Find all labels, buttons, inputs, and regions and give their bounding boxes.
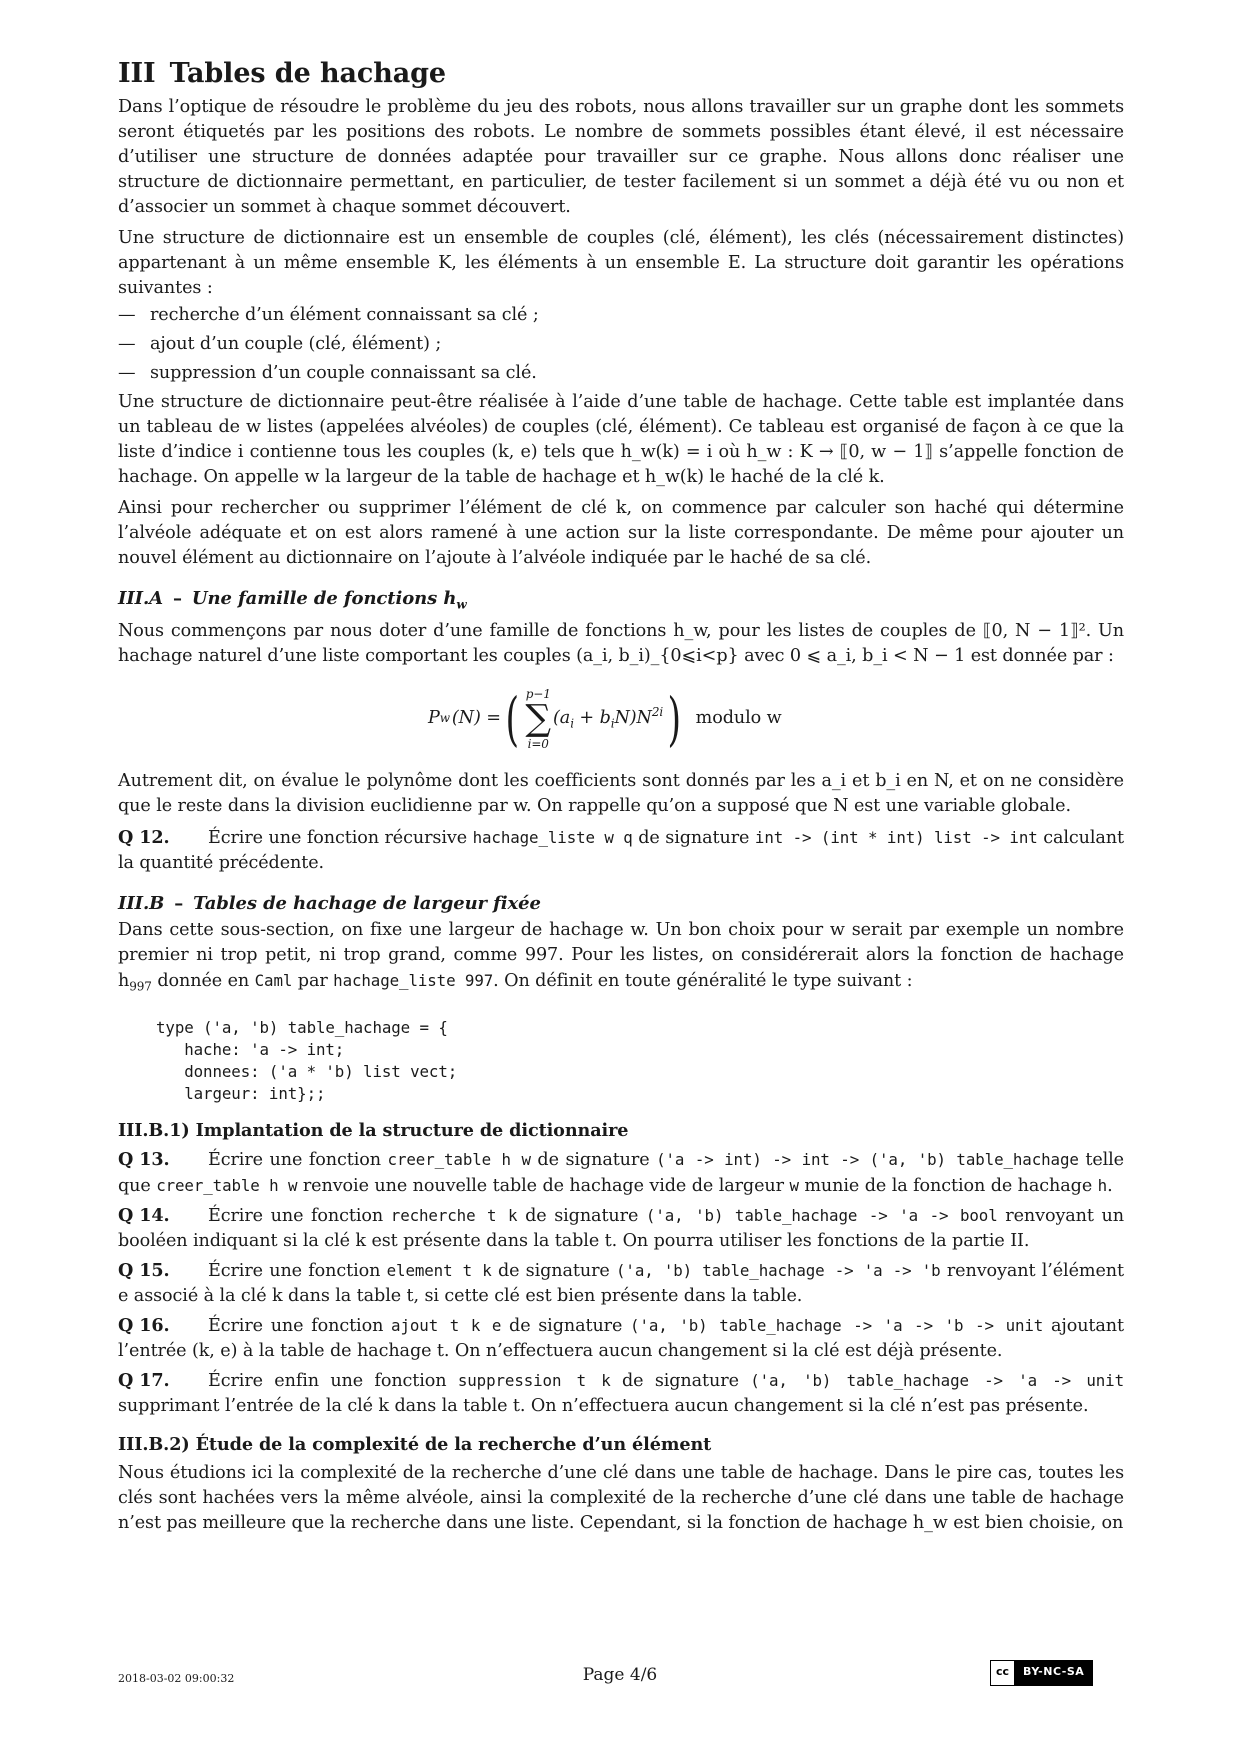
intro-paragraph-3: Une structure de dictionnaire peut-être réalisée à l’aide d’une table de hachage. Cette table est implantée dans un tableau de w listes (appelées alvéoles) de couples (clé, élément). Ce tableau est organisé de façon à ce que la liste d’indice i contienne tous les couples (k, e) tels que h_w(k) = i où h_w : K → ⟦0, w − 1⟧ s’appelle fonction de hachage. On appelle w la largeur de la table de hachage et h_w(k) le haché de la clé k. xyxy=(118,392,1124,487)
page-content xyxy=(118,58,1124,1542)
subsection-a-title: III.A – Une famille de fonctions $h_w$ xyxy=(118,588,467,612)
right-paren: ) xyxy=(667,684,682,753)
section-title-text: Tables de hachage xyxy=(169,58,447,89)
intro-paragraph-4: Ainsi pour rechercher ou supprimer l’élément de clé k, on commence par calculer son haché qui détermine l’alvéole adéquate et on est alors ramené à une action sur la liste correspondante. De même pour ajouter un nouvel élément au dictionnaire on l’ajoute à l’alvéole indiquée par le haché de sa clé. xyxy=(118,498,1124,568)
section-number: III xyxy=(118,58,156,89)
intro-paragraph-1: Dans l’optique de résoudre le problème du jeu des robots, nous allons travailler sur un graphe dont les sommets seront étiquetés par les positions des robots. Le nombre de sommets possibles étant élevé, il est nécessaire d’utiliser une structure de données adaptée pour travailler sur ce graphe. Nous allons donc réaliser une structure de dictionnaire permettant, en particulier, de tester facilement si un sommet a déjà été vu ou non et d’associer un sommet à chaque sommet découvert. xyxy=(118,97,1124,217)
sum-body: $(a_i + b_iN)N^{2i}$ xyxy=(553,705,664,731)
hash-formula: P w (N) = ( p−1 ∑ i=0 $(a_i + b_iN)N^{2i}$ ) modulo w xyxy=(118,675,1124,763)
left-paren: ( xyxy=(505,684,519,753)
operations-list xyxy=(118,303,1124,386)
subsection-b-title: III.B – Tables de hachage de largeur fixée xyxy=(118,892,541,914)
subsection-a-paragraph-2: Autrement dit, on évalue le polynôme dont les coefficients sont donnés par les a_i et b_i en N, et on ne considère que le reste dans la division euclidienne par w. On rappelle qu’on a supposé que N est une variable globale. xyxy=(118,770,1124,816)
footer-date: 2018-03-02 09:00:32 xyxy=(118,1672,235,1685)
intro-paragraph-2: Une structure de dictionnaire est un ensemble de couples (clé, élément), les clés (nécessairement distinctes) appartenant à un même ensemble K, les éléments à un ensemble E. La structure doit garantir les opérations suivantes : xyxy=(118,228,1124,298)
section-title xyxy=(118,58,1124,90)
question-15: Q 15. Écrire une fonction element t k de signature ('a, 'b) table_hachage -> 'a -> 'b renvoyant l’élément e associé à la clé k dans la table t, si cette clé est bien présente dans la table. xyxy=(118,1260,1124,1307)
question-13: Q 13. Écrire une fonction creer_table h w de signature ('a -> int) -> int -> ('a, 'b) table_hachage telle que creer_table h w renvoie une nouvelle table de hachage vide de largeur w munie de la fonction de hachage h. xyxy=(118,1149,1124,1197)
license-label: BY-NC-SA xyxy=(1023,1665,1085,1678)
license-badge xyxy=(990,1660,1093,1686)
subsection-b-paragraph: Dans cette sous-section, on fixe une largeur de hachage w. Un bon choix pour w serait par exemple un nombre premier ni trop petit, ni trop grand, comme 997. Pour les listes, on considérerait alors la fonction de hachage $h_{997}$ donnée en Caml par hachage_liste 997. On définit en toute généralité le type suivant : xyxy=(118,919,1124,994)
subsection-b2-title: III.B.2) Étude de la complexité de la recherche d’un élément xyxy=(118,1434,712,1456)
page-number: Page 4/6 xyxy=(582,1665,658,1685)
list-item: — recherche d’un élément connaissant sa clé ; xyxy=(118,305,539,325)
question-16: Q 16. Écrire une fonction ajout t k e de signature ('a, 'b) table_hachage -> 'a -> 'b -> unit ajoutant l’entrée (k, e) à la table de hachage t. On n’effectuera aucun changement si la clé est déjà présente. xyxy=(118,1315,1124,1362)
list-item: — suppression d’un couple connaissant sa clé. xyxy=(118,363,537,383)
sum-symbol: p−1 ∑ i=0 xyxy=(525,686,552,751)
question-17: Q 17. Écrire enfin une fonction suppression t k de signature ('a, 'b) table_hachage -> 'a -> unit supprimant l’entrée de la clé k dans la table t. On n’effectuera aucun changement si la clé n’est pas présente. xyxy=(118,1370,1124,1417)
question-12: Q 12. Écrire une fonction récursive hachage_liste w q de signature int -> (int * int) list -> int calculant la quantité précédente. xyxy=(118,826,1125,873)
cc-icon: cc xyxy=(991,1661,1015,1685)
questions-list xyxy=(118,1147,1124,1419)
list-item: — ajout d’un couple (clé, élément) ; xyxy=(118,334,442,354)
subsection-b2-paragraph: Nous étudions ici la complexité de la recherche d’une clé dans une table de hachage. Dans le pire cas, toutes les clés sont hachées vers la même alvéole, ainsi la complexité de la recherche d’une clé dans une table de hachage n’est pas meilleure que la recherche dans une liste. Cependant, si la fonction de hachage h_w est bien choisie, on xyxy=(118,1463,1124,1534)
question-14: Q 14. Écrire une fonction recherche t k de signature ('a, 'b) table_hachage -> 'a -> bool renvoyant un booléen indiquant si la clé k est présente dans la table t. On pourra utiliser les fonctions de la partie II. xyxy=(118,1205,1124,1252)
subsection-a-paragraph-1: Nous commençons par nous doter d’une famille de fonctions h_w, pour les listes de couples de ⟦0, N − 1⟧². Un hachage naturel d’une liste comportant les couples (a_i, b_i)_{0⩽i<p} avec 0 ⩽ a_i, b_i < N − 1 est donnée par : xyxy=(118,620,1124,666)
subsection-b1-title: III.B.1) Implantation de la structure de dictionnaire xyxy=(118,1120,629,1142)
type-definition-code: type ('a, 'b) table_hachage = { hache: 'a -> int; donnees: ('a * 'b) list vect; largeur: int};; xyxy=(156,1018,458,1104)
